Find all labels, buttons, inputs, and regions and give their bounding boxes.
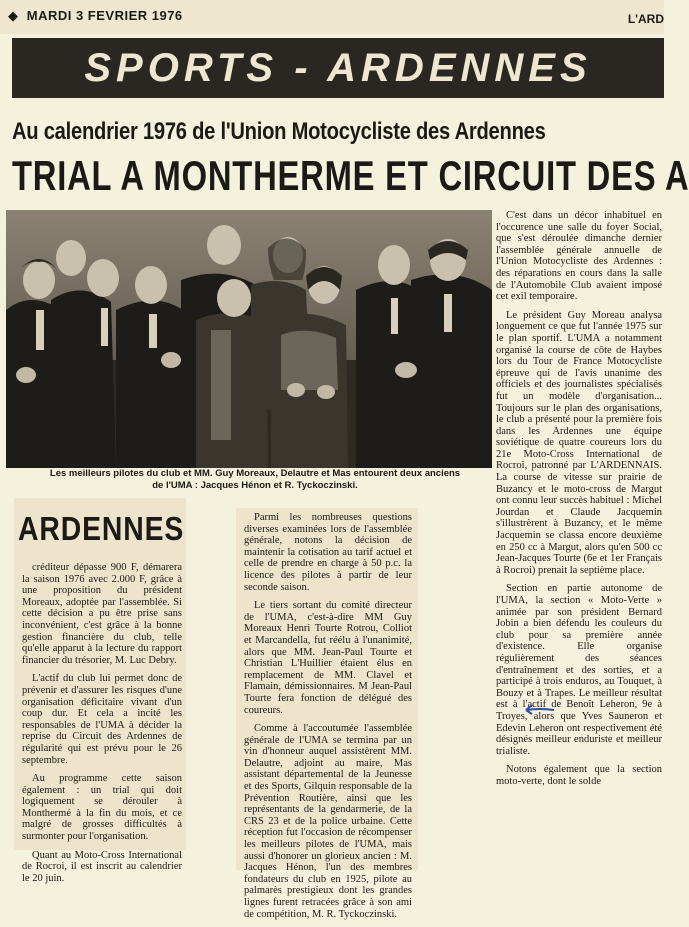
article-paragraph: C'est dans un décor inhabituel en l'occurence une salle du foyer Social, que s'est déroulée dimanche dernier l'assemblée générale annuelle de l'Union Motocycliste des Ardennes : des réparations en cours dans la salle de l'Automobile Club avaient imposé cet exil temporaire. — [496, 210, 662, 303]
article-paragraph: Comme à l'accoutumée l'assemblée générale de l'UMA se termina par un vin d'honneur auquel assistèrent MM. Delautre, adjoint au maire, Mas assistant départemental de la Jeunesse et des Sports, Gilquin responsable de la Prévention Routière, ainsi que les représentants de la gendarmerie, de la CRS 23 et de la police urbaine. Cette réception fut l'occasion de récompenser les meilleurs pilotes de l'UMA, mais aussi d'honorer un glorieux ancien : M. Jacques Hénon, l'un des membres fondateurs du club en 1925, pilote au palmarès prestigieux dont les grandes lignes furent retracées grâce à son ami de compétition, M. R. Tyckoczinski. — [244, 723, 412, 920]
clipping-left — [14, 498, 186, 884]
article-paragraph: Au programme cette saison également : un trial qui doit logiquement se dérouler à Monthermé à la fin du mois, et ce malgré de grosses difficultés à surmonter pour l'organisation. — [22, 773, 182, 843]
clipping-middle-body — [244, 512, 412, 927]
article-paragraph: Le président Guy Moreau analysa longuement ce que fut l'année 1975 sur le plan sportif. L'UMA a notamment organisé la course de côte de Haybes lors du Tour de France Motocycliste épreuve qui de l'avis unanime des officiels et des journalistes spécialisés fut un modèle d'organisation... Toujours sur le plan des organisations, le club a présenté pour la première fois dans les Ardennes une équipe soviétique de quatre coureurs lors du 21e Moto-Cross International de Rocroi, patronné par L'ARDENNAIS. La course de vitesse sur prairie de Buzancy et le moto-cross de Margut ont connu leur succès habituel : Michel Jourdan et Claude Jacquemin s'illustrèrent à Buzancy, et le même Jacquemin se classa encore deuxième en 250 cc à Margut, alors qu'en 500 cc Jean-Jacques Tourte (6e et 1er Français à Rocroi) prenait la septième place. — [496, 309, 662, 576]
issue-date — [8, 8, 183, 24]
article-paragraph: L'actif du club lui permet donc de prévenir et d'assurer les risques d'une organisation déficitaire vivant d'un coup dur. Et cela a incité les responsables de l'UMA à décider la reprise du Circuit des Ardennes de régularité qui est prévu pour le 26 septembre. — [22, 673, 182, 766]
article-paragraph: Quant au Moto-Cross International de Rocroi, il est inscrit au calendrier le 20 juin. — [22, 849, 182, 884]
article-subtitle: Au calendrier 1976 de l'Union Motocycliste des Ardennes — [12, 118, 546, 145]
clipping-middle — [236, 508, 418, 920]
article-headline: TRIAL A MONTHERME ET CIRCUIT DES A — [12, 152, 689, 199]
article-paragraph: Parmi les nombreuses questions diverses examinées lors de l'assemblée générale, notons la décision de maintenir la cotisation au tarif actuel et celle de prendre en charge à 50 p.c. la licence des pilotes à partir de leur seconde saison. — [244, 512, 412, 593]
clipping-left-body — [22, 562, 182, 891]
article-paragraph: Notons également que la section moto-verte, dont le solde — [496, 764, 662, 787]
diamond-icon: ◆ — [8, 8, 19, 23]
group-photo — [6, 210, 492, 468]
photo-caption-line-2: de l'UMA : Jacques Hénon et R. Tyckoczinski. — [152, 480, 358, 491]
photo-caption-line-1: Les meilleurs pilotes du club et MM. Guy Moreaux, Delautre et Mas entourent deux anciens — [49, 468, 461, 479]
article-right-column — [496, 210, 662, 787]
photo-caption — [20, 468, 490, 492]
article-paragraph: Le tiers sortant du comité directeur de l'UMA, c'est-à-dire MM Guy Moreaux Henri Tourte Rotrou, Colliot et Marcandella, fut réélu à l'unanimité, alors que MM. Jean-Paul Tourte et Christian L'Huillier étaient élus en remplacement de MM. Clavel et Flamain, démissionnaires. M Jean-Paul Tourte fera fonction de délégué des coureurs. — [244, 600, 412, 716]
article-paragraph: créditeur dépasse 900 F, démarera la saison 1976 avec 2.000 F, grâce à une proposition du président Moreaux, adoptée par l'assemblée. Si cette décision a pu être prise sans inconvénient, c'est grâce à la bonne gestion financière du club, telle qu'elle apparut à la lecture du rapport financier du trésorier, M. Luc Debry. — [22, 562, 182, 666]
group-photo-image — [6, 210, 492, 468]
article-paragraph: Section en partie autonome de l'UMA, la section « Moto-Verte » animée par son président Bernard Jobin a bien défendu les couleurs du club pour sa première année d'existence. Elle organise régulièrement des séances d'entraînement et des sorties, et a participé à trois enduros, au Touquet, à Bouzy et à Trapes. Le meilleur résultat est à l'actif de Benoît Leheron, 9e à Troyes, alors que Yves Sauneron et Edevin Leheron ont respectivement été désignés meilleur enduriste et meilleur trialiste. — [496, 583, 662, 757]
arrow-left-icon — [520, 702, 556, 716]
clipping-left-title: ARDENNES — [18, 510, 185, 547]
section-banner-title: SPORTS - ARDENNES — [84, 45, 592, 90]
newspaper-name: L'ARD — [627, 12, 664, 26]
section-banner — [12, 38, 664, 98]
issue-date-text: MARDI 3 FEVRIER 1976 — [26, 8, 183, 23]
